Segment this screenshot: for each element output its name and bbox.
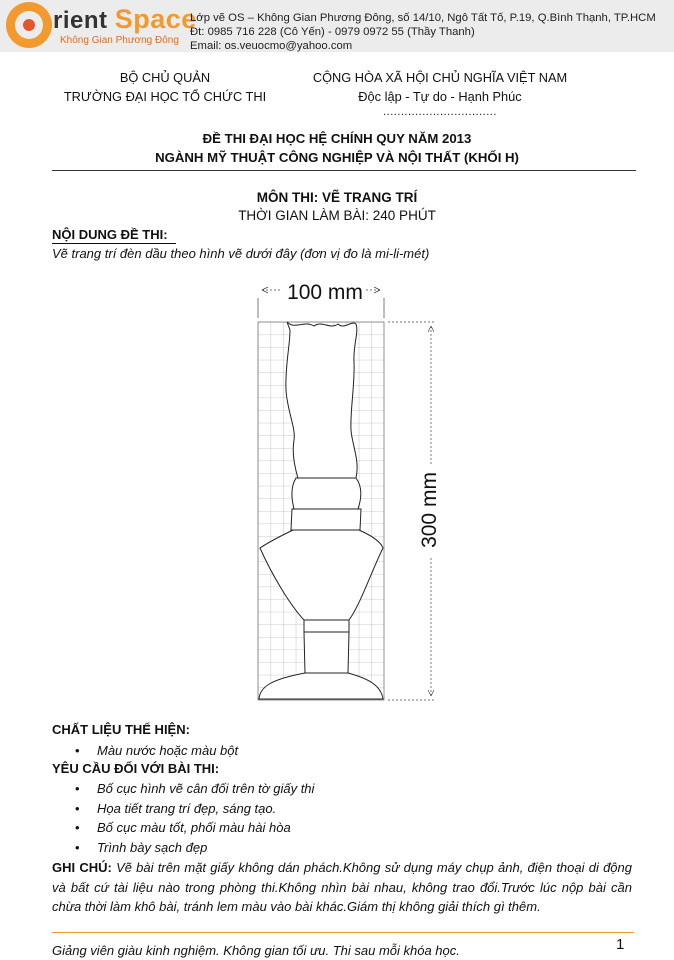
list-item: • Bố cục hình vẽ cân đối trên tờ giấy thi xyxy=(75,779,314,799)
page-number: 1 xyxy=(616,936,625,953)
exam-subject: MÔN THI: VẼ TRANG TRÍ xyxy=(256,190,418,205)
exam-note xyxy=(52,858,632,917)
footer-divider xyxy=(52,932,634,933)
lamp-drawing xyxy=(240,276,450,716)
requirements-heading: YÊU CẦU ĐỐI VỚI BÀI THI: xyxy=(52,761,220,776)
materials-list xyxy=(75,741,238,761)
width-label: 100 mm xyxy=(287,281,363,304)
exam-major: NGÀNH MỸ THUẬT CÔNG NGHIỆP VÀ NỘI THẤT (KHỐI H) xyxy=(155,150,519,165)
list-item: • Màu nước hoặc màu bột xyxy=(75,741,238,761)
materials-heading: CHẤT LIỆU THỂ HIỆN: xyxy=(52,722,190,737)
list-item: • Bố cục màu tốt, phối màu hài hòa xyxy=(75,818,314,838)
orient-space-logo xyxy=(6,2,197,50)
contact-info xyxy=(190,11,656,53)
exam-duration: THỜI GIAN LÀM BÀI: 240 PHÚT xyxy=(238,208,436,223)
exam-title: ĐỀ THI ĐẠI HỌC HỆ CHÍNH QUY NĂM 2013 xyxy=(202,131,472,146)
site-header xyxy=(0,0,674,52)
list-item: • Trình bày sạch đẹp xyxy=(75,838,314,858)
contact-phone: Đt: 0985 716 228 (Cô Yến) - 0979 0972 55 (Thầy Thanh) xyxy=(190,26,475,38)
contact-email[interactable]: Email: os.veuocmo@yahoo.com xyxy=(190,40,353,52)
content-heading: NỘI DUNG ĐỀ THI: xyxy=(52,227,168,242)
height-label: 300 mm xyxy=(418,472,441,548)
footer-slogan: Giảng viên giàu kinh nghiệm. Không gian tối ưu. Thi sau mỗi khóa học. xyxy=(52,943,460,958)
requirements-list xyxy=(75,779,314,857)
logo-wordmark: rient Space xyxy=(53,4,197,34)
dotted-line: ................................ xyxy=(383,106,497,118)
logo-subtitle: Không Gian Phương Đông xyxy=(60,35,179,46)
contact-address: Lớp vẽ OS – Không Gian Phương Đông, số 14/10, Ngô Tất Tố, P.19, Q.Bình Thạnh, TP.HCM xyxy=(190,12,656,24)
note-text: Vẽ bài trên mặt giấy không dán phách.Không sử dụng máy chụp ảnh, điện thoại di động và bất cứ tài liệu nào trong phòng thi.Không nhìn bài nhau, không trao đổi.Trước lúc nộp bài cần chừa thời làm khô bài, tránh lem màu vào bài khác.Giám thị không giải thích gì thêm. xyxy=(52,860,632,914)
content-text: Vẽ trang trí đèn dầu theo hình vẽ dưới đây (đơn vị đo là mi-li-mét) xyxy=(52,246,430,261)
ministry-heading: BỘ CHỦ QUẢN TRƯỜNG ĐẠI HỌC TỔ CHỨC THI xyxy=(63,70,267,104)
national-heading: CỘNG HÒA XÃ HỘI CHỦ NGHĨA VIỆT NAM Độc lập - Tự do - Hạnh Phúc ................................ xyxy=(290,68,590,118)
list-item: • Họa tiết trang trí đẹp, sáng tạo. xyxy=(75,799,314,819)
note-label: GHI CHÚ: xyxy=(52,860,112,875)
title-divider xyxy=(52,170,636,171)
